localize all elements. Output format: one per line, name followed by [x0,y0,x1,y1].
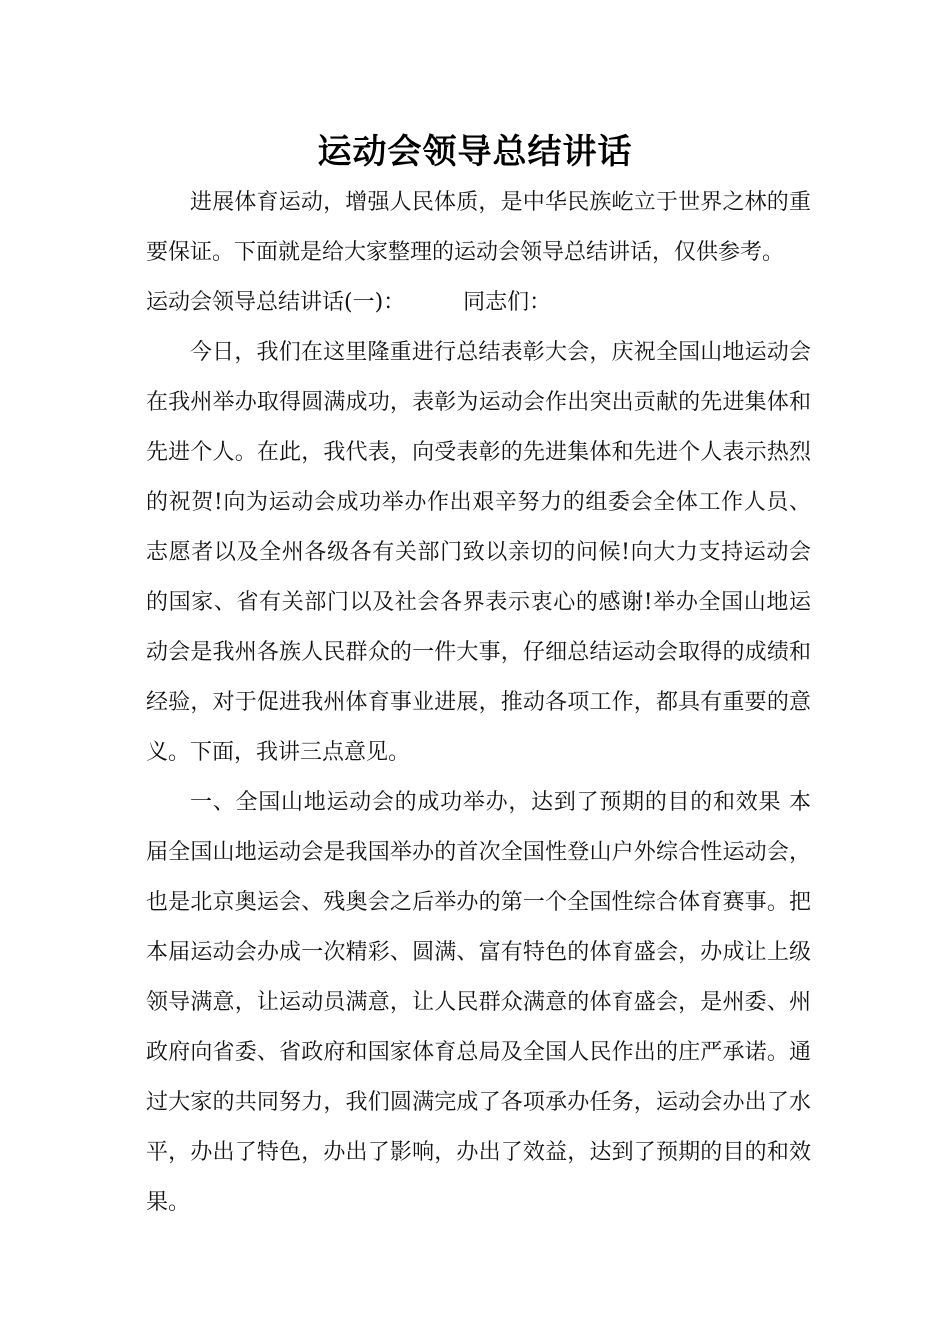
salutation: 同志们： [463,290,552,315]
document-title: 运动会领导总结讲话 [317,132,633,172]
document-body [146,178,811,1228]
paragraph-2: 一、全国山地运动会的成功举办，达到了预期的目的和效果 本届全国山地运动会是我国举办的首次全国性登山户外综合性运动会，也是北京奥运会、残奥会之后举办的第一个全国性综合体育赛事。把本届运动会办成一次精彩、圆满、富有特色的体育盛会，办成让上级领导满意，让运动员满意，让人民群众满意的体育盛会，是州委、州政府向省委、省政府和国家体育总局及全国人民作出的庄严承诺。通过大家的共同努力，我们圆满完成了各项承办任务，运动会办出了水平，办出了特色，办出了影响，办出了效益，达到了预期的目的和效果。 [146,790,811,1215]
paragraph-1: 今日，我们在这里隆重进行总结表彰大会，庆祝全国山地运动会在我州举办取得圆满成功，表彰为运动会作出突出贡献的先进集体和先进个人。在此，我代表，向受表彰的先进集体和先进个人表示热烈的祝贺!向为运动会成功举办作出艰辛努力的组委会全体工作人员、志愿者以及全州各级各有关部门致以亲切的问候!向大力支持运动会的国家、省有关部门以及社会各界表示衷心的感谢!举办全国山地运动会是我州各族人民群众的一件大事，仔细总结运动会取得的成绩和经验，对于促进我州体育事业进展，推动各项工作，都具有重要的意义。下面，我讲三点意见。 [146,340,811,765]
section-heading-line [146,278,811,328]
intro-paragraph: 进展体育运动，增强人民体质，是中华民族屹立于世界之林的重要保证。下面就是给大家整理的运动会领导总结讲话，仅供参考。 [146,190,811,265]
section-heading: 运动会领导总结讲话(一)： [146,290,406,315]
